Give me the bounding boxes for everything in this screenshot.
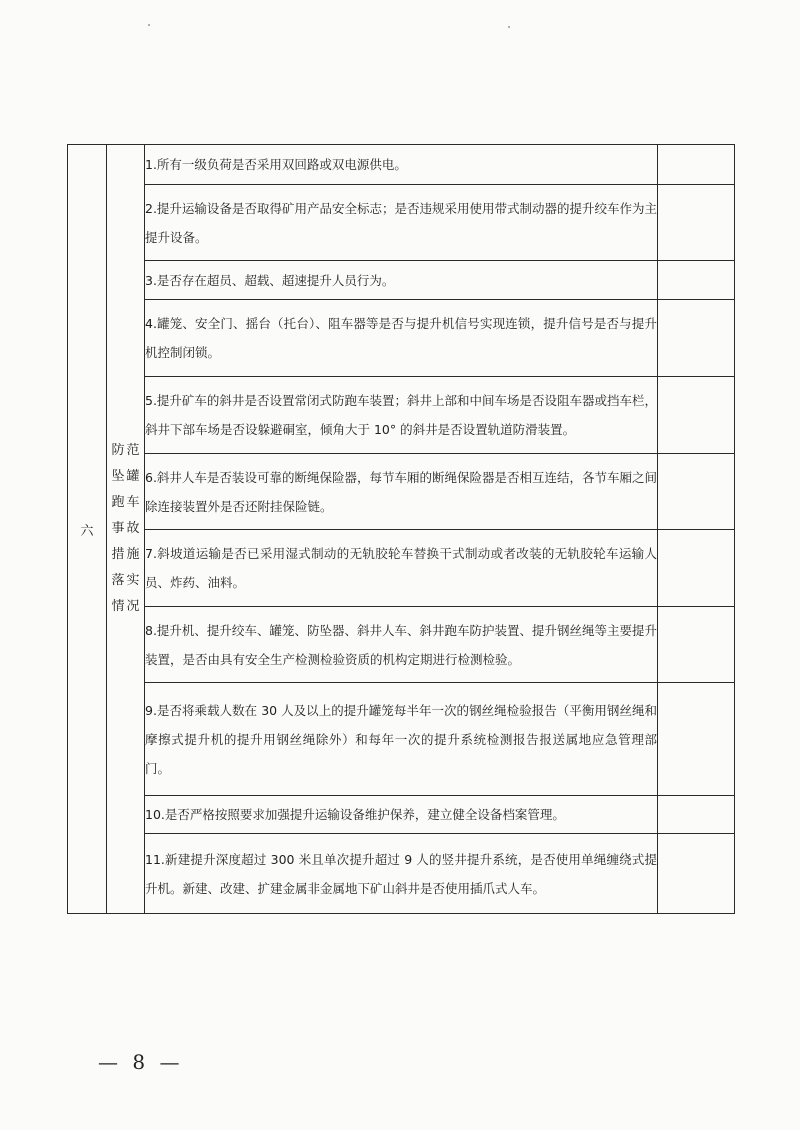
checklist-item: 1.所有一级负荷是否采用双回路或双电源供电。 [145,145,658,185]
scan-mark [508,26,510,28]
checklist-item: 2.提升运输设备是否取得矿用产品安全标志；是否违规采用使用带式制动器的提升绞车作为主提升设备。 [145,185,658,261]
result-cell[interactable] [658,607,735,683]
table-row [68,145,735,185]
table-row [68,607,735,683]
checklist-item: 9.是否将乘载人数在 30 人及以上的提升罐笼每半年一次的钢丝绳检验报告（平衡用钢丝绳和摩擦式提升机的提升用钢丝绳除外）和每年一次的提升系统检测报告报送属地应急管理部门。 [145,683,658,796]
table-row [68,261,735,300]
section-category [107,145,145,914]
checklist-table [67,144,735,914]
table-row [68,530,735,607]
checklist-item: 5.提升矿车的斜井是否设置常闭式防跑车装置；斜井上部和中间车场是否设阻车器或挡车栏，斜井下部车场是否设躲避硐室，倾角大于 10° 的斜井是否设置轨道防滑装置。 [145,377,658,454]
result-cell[interactable] [658,145,735,185]
checklist-item: 8.提升机、提升绞车、罐笼、防坠器、斜井人车、斜井跑车防护装置、提升钢丝绳等主要提升装置，是否由具有安全生产检测检验资质的机构定期进行检测检验。 [145,607,658,683]
scan-mark [148,24,150,26]
table-row [68,185,735,261]
checklist-item: 4.罐笼、安全门、摇台（托台）、阻车器等是否与提升机信号实现连锁，提升信号是否与提升机控制闭锁。 [145,300,658,377]
section-number: 六 [68,145,107,914]
result-cell[interactable] [658,683,735,796]
table-row [68,683,735,796]
result-cell[interactable] [658,834,735,914]
checklist-item: 10.是否严格按照要求加强提升运输设备维护保养，建立健全设备档案管理。 [145,796,658,834]
result-cell[interactable] [658,377,735,454]
result-cell[interactable] [658,300,735,377]
table-row [68,796,735,834]
checklist-item: 11.新建提升深度超过 300 米且单次提升超过 9 人的竖井提升系统，是否使用单绳缠绕式提升机。新建、改建、扩建金属非金属地下矿山斜井是否使用插爪式人车。 [145,834,658,914]
section-category-text: 防范坠罐跑车事故措施落实情况 [111,443,140,614]
table-row [68,377,735,454]
result-cell[interactable] [658,185,735,261]
table-row [68,834,735,914]
checklist-item: 6.斜井人车是否装设可靠的断绳保险器，每节车厢的断绳保险器是否相互连结，各节车厢之间除连接装置外是否还附挂保险链。 [145,454,658,530]
page-number: — 8 — [98,1050,184,1074]
checklist-item: 7.斜坡道运输是否已采用湿式制动的无轨胶轮车替换干式制动或者改装的无轨胶轮车运输人员、炸药、油料。 [145,530,658,607]
result-cell[interactable] [658,796,735,834]
result-cell[interactable] [658,261,735,300]
table-row [68,300,735,377]
table-row [68,454,735,530]
result-cell[interactable] [658,530,735,607]
result-cell[interactable] [658,454,735,530]
checklist-item: 3.是否存在超员、超载、超速提升人员行为。 [145,261,658,300]
